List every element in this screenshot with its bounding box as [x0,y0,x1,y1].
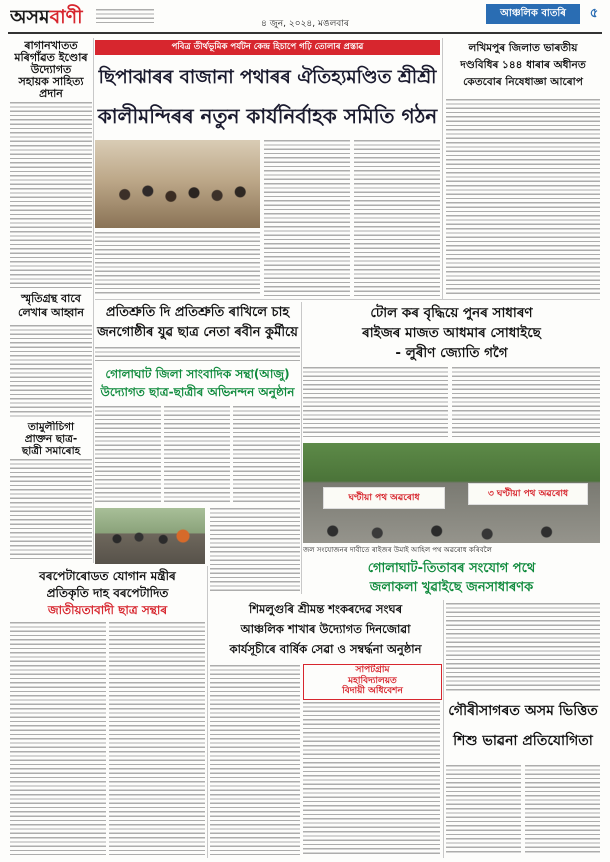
headline-line: বৰপেটাৰোডত যোগান মন্ত্ৰীৰ [39,569,176,583]
column-rule [93,38,94,563]
headline-line: বিদায়ী অধিবেশন [342,686,403,696]
masthead-logo[interactable] [10,4,92,30]
sapatgram-box-headline[interactable] [303,664,442,700]
headline-line: ছাত্ৰী সমাৰোহ [21,445,81,457]
article-body-column [164,406,230,504]
headline-line: উদ্যোগত ছাত্ৰ-ছাত্ৰীৰ অভিনন্দন অনুষ্ঠান [100,385,295,399]
headline-line: গোলাঘাট জিলা সাংবাদিক সন্থা(আজু) [105,367,290,381]
headline-line: কেতবোৰ নিষেধাজ্ঞা আৰোপ [463,76,583,88]
photo-banner: ৩ ঘণ্টীয়া পথ অৱৰোধ [468,483,588,505]
column-rule [442,38,443,300]
section-rule [95,299,600,300]
left-story-1-headline[interactable] [10,40,92,100]
photo-caption: জল সংযোজনৰ দাবীতে ৰাইজৰ উমাই আহিল পথ অৱৰোধ কৰিবলৈ [303,546,492,554]
main-story-kicker [95,40,440,55]
article-body-column [109,622,205,855]
headline-line: লেখাৰ আহ্বান [18,306,84,319]
gourisagar-story-headline[interactable] [446,696,600,760]
headline-line: জনগোষ্ঠীৰ যুৱ ছাত্ৰ নেতা ৰবীন কুৰ্মীয়ে [97,325,298,340]
main-story-headline[interactable] [95,59,440,137]
headline-line: আঞ্চলিক শাখাৰ উদ্যোগত দিনজোৱা [240,622,411,636]
article-body-column [452,367,600,439]
headline-line: গোলাঘাট-তিতাবৰ সংযোগ পথে [367,561,536,576]
left-story-3-headline[interactable] [10,421,92,457]
article-body-column [10,102,92,288]
headline-line: টোল কৰ বৃদ্ধিয়ে পুনৰ সাধাৰণ [370,305,533,321]
article-body-column [95,406,161,504]
promise-story-headline[interactable] [95,303,300,345]
road-blockade-photo[interactable] [303,443,600,543]
headline-line: সাপটগ্ৰাম [355,665,390,675]
headline-line: গৌৰীসাগৰত অসম ভিত্তিত [448,703,598,719]
headline-line: প্ৰতিকৃতি দাহ বৰপেটাদিত [46,586,169,600]
headline-line: মৰিগাঁৱত ইণ্ডোৰ [14,51,88,64]
headline-line: মহাবিদ্যালয়ত [348,675,397,686]
column-rule [443,600,444,858]
headline-line: প্ৰতিশ্ৰুতি দি প্ৰতিশ্ৰুতি ৰাখিলে চাহ [105,305,290,320]
masthead-url-text [96,9,154,23]
headline-line: তামুলীচিগা [27,421,75,433]
headline-line: কালীমন্দিৰৰ নতুন কাৰ্যনিৰ্বাহক সমিতি গঠন [97,104,438,128]
lakhimpur-headline[interactable] [446,40,600,96]
article-body-column [10,459,92,562]
article-body-column [264,140,350,296]
headline-line: জলাকলা খুৱাইছে জনসাধাৰণক [369,580,534,595]
article-body-column [95,347,300,362]
left-story-2-headline[interactable] [10,292,92,322]
article-body-column [446,99,600,296]
road-story-headline[interactable] [303,559,600,599]
headline-line: - লুৰীণ জ্যোতি গগৈ [395,345,508,361]
headline-line: কাৰ্যসূচীৰে বাৰ্ষিক সেৱা ও সম্বৰ্দ্ধনা অনুষ্ঠান [229,642,422,656]
headline-line: স্মৃতিগ্ৰন্থ বাবে [21,292,81,305]
headline-line: প্ৰদান [39,87,63,100]
article-body-column [303,367,448,439]
article-body-column [354,140,440,296]
masthead-rule [8,32,602,34]
headline-line: প্ৰাক্তন ছাত্ৰ- [24,433,78,445]
main-story-photo[interactable] [95,140,260,228]
logo-part-1: অসম [10,6,50,28]
barpeta-story-headline[interactable] [10,568,205,619]
headline-line: দণ্ডবিধিৰ ১৪৪ ধাৰাৰ অধীনত [460,59,586,71]
article-body-column [95,232,260,296]
article-body-column [210,508,300,594]
article-body-column [446,603,600,691]
headline-line: লখিমপুৰ জিলাত ভাৰতীয় [468,42,578,54]
column-rule [301,302,302,594]
headline-line: জাতীয়তাবাদী ছাত্ৰ সন্থাৰ [47,603,168,617]
headline-line: শিশু ভাৱনা প্ৰতিযোগিতা [453,733,593,749]
toll-story-headline[interactable] [303,303,600,363]
article-body-column [10,325,92,418]
headline-line: সহায়ক সাহিত্য [18,75,84,88]
article-body-column [210,665,300,855]
page-number: ৫ [589,6,599,21]
column-rule [207,566,208,858]
article-body-column [446,765,521,855]
article-body-column [233,406,300,504]
journalist-story-headline[interactable] [95,365,300,403]
headline-line: ৰাগানখাতত [24,40,78,52]
headline-line: শিমলুগুৰি শ্ৰীমন্ত শংকৰদেৱ সংঘৰ [248,602,403,616]
photo-banner: ঘণ্টীয়া পথ অৱৰোধ [323,487,445,509]
issue-date: ৪ জুন, ২০২৪, মঙলবাৰ [261,19,349,29]
logo-part-2: বাণী [49,6,83,28]
headline-line: ছিপাঝাৰৰ বাজানা পথাৰৰ ঐতিহ্যমণ্ডিত শ্ৰীশ্ৰী [98,67,437,88]
article-body-column [10,622,106,855]
section-label: আঞ্চলিক বাতৰি [486,4,580,24]
shimluguri-story-headline[interactable] [210,599,441,662]
protest-effigy-photo[interactable] [95,508,205,564]
headline-line: উদ্যোগত [30,63,72,76]
article-body-column [303,702,440,855]
article-body-column [525,765,600,855]
kicker-text: পবিত্ৰ তীৰ্থভূমিক পৰ্যটন কেন্দ্ৰ হিচাপে গঢ়ি তোলাৰ প্ৰস্তাৱ [171,42,364,52]
headline-line: ৰাইজৰ মাজত আধমাৰ সোধাইছে [362,325,541,341]
